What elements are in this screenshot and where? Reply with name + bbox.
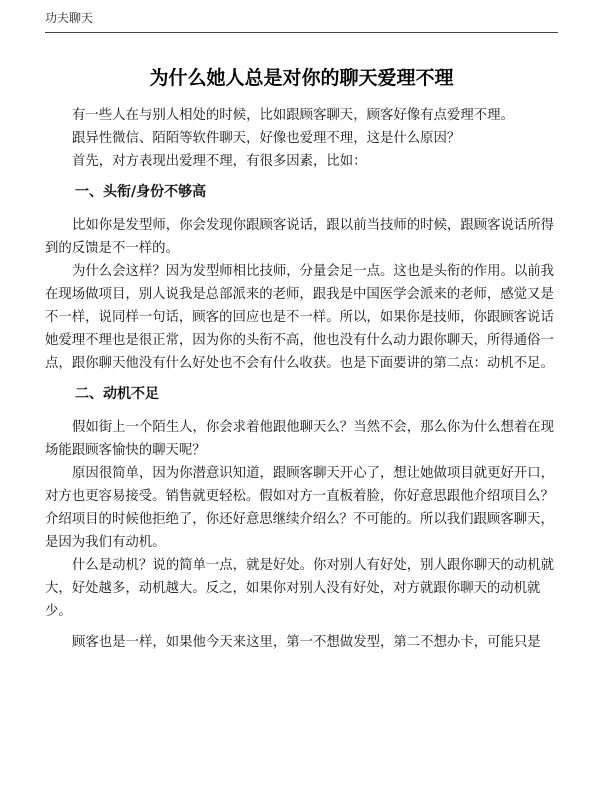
- header-divider: [45, 32, 558, 33]
- section2-paragraph-2: 原因很简单，因为你潜意识知道，跟顾客聊天开心了，想让她做项目就更好开口，对方也更容易接受。销售就更轻松。假如对方一直板着脸，你好意思跟他介绍项目么？介绍项目的时候他拒绝了，你还好意思继续介绍么？不可能的。所以我们跟顾客聊天，是因为我们有动机。: [45, 466, 555, 550]
- document-title: 为什么她人总是对你的聊天爱理不理: [149, 67, 454, 89]
- section-heading-1: 一、头衔/身份不够高: [75, 184, 207, 200]
- running-header: 功夫聊天: [45, 11, 94, 25]
- section2-paragraph-1: 假如街上一个陌生人，你会求着他跟他聊天么？当然不会，那么你为什么想着在现场能跟顾客愉快的聊天呢？: [45, 420, 555, 458]
- intro-paragraph-1: 有一些人在与别人相处的时候，比如跟顾客聊天，顾客好像有点爱理不理。: [72, 108, 514, 123]
- document-body: [45, 104, 563, 654]
- section2-paragraph-3: 什么是动机？说的简单一点，就是好处。你对别人有好处，别人跟你聊天的动机就大，好处越多，动机越大。反之，如果你对别人没有好处，对方就跟你聊天的动机就少。: [45, 558, 555, 619]
- section-heading-2: 二、动机不足: [75, 386, 159, 402]
- section2-paragraph-4: 顾客也是一样，如果他今天来这里，第一不想做发型，第二不想办卡，可能只是: [72, 635, 541, 650]
- section1-paragraph-1: 比如你是发型师，你会发现你跟顾客说话，跟以前当技师的时候，跟顾客说话所得到的反馈是不一样的。: [45, 218, 555, 256]
- intro-paragraph-2: 跟异性微信、陌陌等软件聊天，好像也爱理不理，这是什么原因？: [72, 131, 461, 146]
- intro-paragraph-3: 首先，对方表现出爱理不理，有很多因素，比如：: [72, 154, 367, 169]
- section1-paragraph-2: 为什么会这样？因为发型师相比技师，分量会足一点。这也是头衔的作用。以前我在现场做项目，别人说我是总部派来的老师，跟我是中国医学会派来的老师，感觉又是不一样，说同样一句话，顾客的回应也是不一样。所以，如果你是技师，你跟顾客说话她爱理不理也是很正常，因为你的头衔不高，他也没有什么动力跟你聊天，所得通俗一点，跟你聊天他没有什么好处也不会有什么收获。也是下面要讲的第二点：动机不足。: [45, 264, 555, 371]
